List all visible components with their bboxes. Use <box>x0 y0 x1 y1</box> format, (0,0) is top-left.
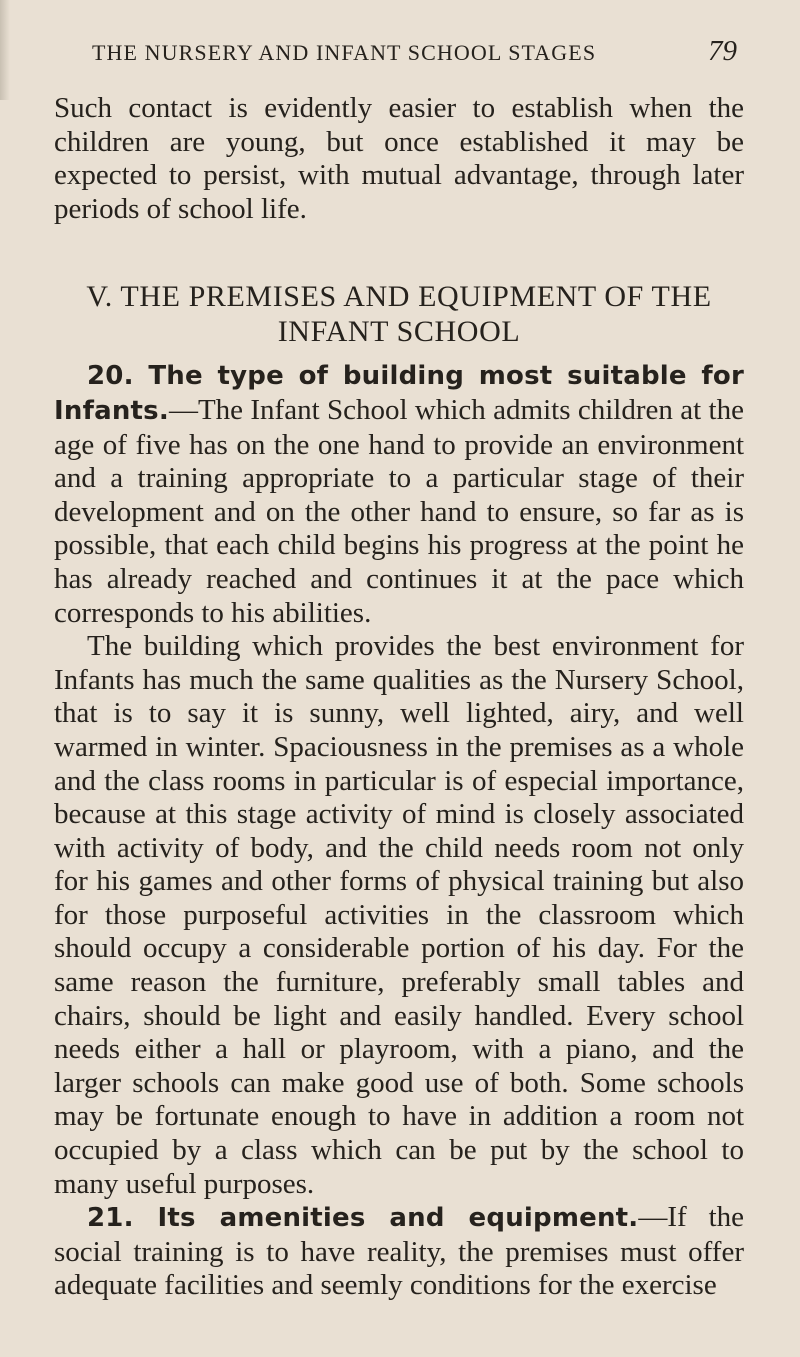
section-heading-line-1: V. THE PREMISES AND EQUIPMENT OF THE <box>86 280 712 314</box>
paragraph-21 <box>54 1201 744 1303</box>
paragraph-20 <box>54 359 744 630</box>
page-number: 79 <box>708 35 737 67</box>
paragraph-20-continued: The building which provides the best environment for Infants has much the same qualities as the Nursery School, that is to say it is sunny, well lighted, airy, and well warmed in winter. Spaciousness in the premises as a whole and the class rooms in particular is of especial importance, because at this stage activity of mind is closely associated with activity of body, and the child needs room not only for his games and other forms of physical training but also for those purposeful activities in the classroom which should occupy a considerable portion of his day. For the same reason the furniture, preferably small tables and chairs, should be light and easily handled. Every school needs either a hall or playroom, with a piano, and the larger schools can make good use of both. Some schools may be fortunate enough to have in addition a room not occupied by a class which can be put by the school to many useful purposes. <box>54 630 744 1200</box>
page-body <box>54 92 744 1303</box>
intro-paragraph: Such contact is evidently easier to establish when the children are young, but once established it may be expected to persist, with mutual advantage, through later periods of school life. <box>54 92 744 225</box>
section-heading-line-2: INFANT SCHOOL <box>277 315 521 349</box>
paragraph-21-text: —If the social training is to have reality, the premises must offer adequate facilities and seemly conditions for the exercise <box>54 1201 744 1302</box>
running-head: THE NURSERY AND INFANT SCHOOL STAGES <box>92 40 597 65</box>
paragraph-20-text: —The Infant School which admits children at the age of five has on the one hand to provide an environment and a training appropriate to a particular stage of their development and on the other hand to ensure, so far as is possible, that each child begins his progress at the point he has already reached and continues it at the pace which corresponds to his abilities. <box>54 393 744 629</box>
paragraph-21-title: 21. Its amenities and equipment. <box>87 1203 639 1234</box>
section-heading <box>54 279 744 349</box>
paragraph-20-title: 20. The type of building most suitable for Infants. <box>54 361 744 426</box>
page-edge-shadow <box>0 0 10 100</box>
